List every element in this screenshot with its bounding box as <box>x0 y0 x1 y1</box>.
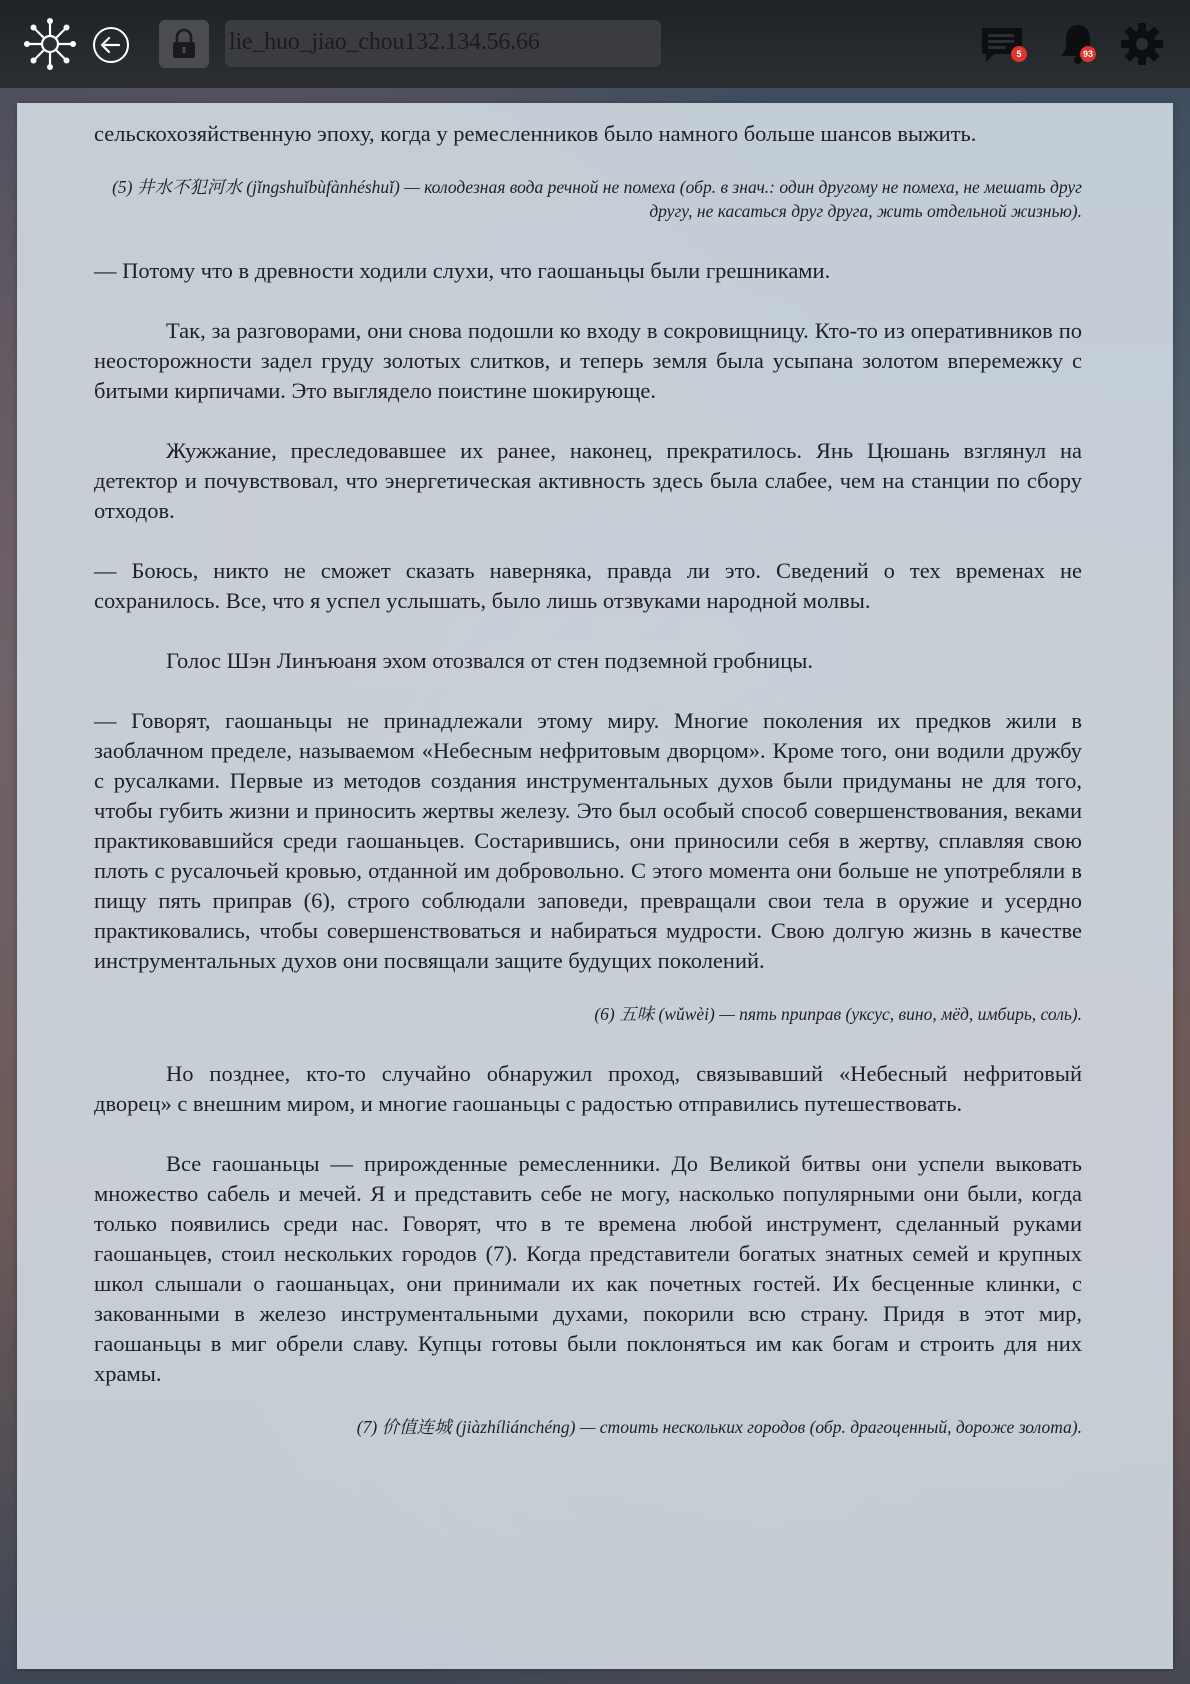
address-input[interactable]: lie_huo_jiao_chou132.134.56.66 <box>225 20 661 67</box>
messages-button[interactable] <box>980 24 1024 66</box>
paragraph: Голос Шэн Линъюаня эхом отозвался от стен подземной гробницы. <box>166 648 813 673</box>
paragraph: Но позднее, кто-то случайно обнаружил проход, связывавший «Небесный нефритовый дворец» с внешним миром, и многие гаошаньцы с радостью отправились путешествовать. <box>94 1061 1082 1116</box>
top-bar <box>0 0 1190 88</box>
paragraph: Так, за разговорами, они снова подошли ко входу в сокровищницу. Кто-то из оперативников по неосторожности задел груду золотых слитков, и теперь земля была усыпана золотом вперемежку с битыми кирпичами. Это выглядело поистине шокирующе. <box>94 318 1082 403</box>
paragraph: — Потому что в древности ходили слухи, что гаошаньцы были грешниками. <box>94 258 831 283</box>
gear-icon[interactable] <box>1120 22 1164 66</box>
footnote: (6) 五味 (wǔwèi) — пять приправ (уксус, вино, мёд, имбирь, соль). <box>594 1004 1082 1024</box>
paragraph: Все гаошаньцы — прирожденные ремесленники. До Великой битвы они успели выковать множество сабель и мечей. Я и представить себе не могу, насколько популярными они были, когда только появились среди нас. Говорят, что в те времена любой инструмент, сделанный руками гаошаньцев, стоил нескольких городов (7). Когда представители богатых знатных семей и крупных школ слышали о гаошаньцах, они принимали их как почетных гостей. Их бесценные клинки, с закованными в железо инструментальными духами, покорили всю страну. Придя в этот мир, гаошаньцы в миг обрели славу. Купцы готовы были поклоняться им как богам и строить для них храмы. <box>94 1151 1082 1386</box>
paragraph: — Боюсь, никто не сможет сказать наверняка, правда ли это. Сведений о тех временах не сохранилось. Все, что я успел услышать, было лишь отзвуками народной молвы. <box>94 558 1082 613</box>
article-text <box>94 119 1082 1472</box>
messages-badge: 5 <box>1011 46 1027 62</box>
notifications-badge: 93 <box>1080 46 1096 62</box>
paragraph: Жужжание, преследовавшее их ранее, наконец, прекратилось. Янь Цюшань взглянул на детектор и почувствовал, что энергетическая активность здесь была слабее, чем на станции по сбору отходов. <box>94 438 1082 523</box>
lock-button[interactable] <box>159 20 209 68</box>
network-hub-icon[interactable] <box>22 16 78 72</box>
lock-icon <box>169 28 199 60</box>
paragraph: — Говорят, гаошаньцы не принадлежали этому миру. Многие поколения их предков жили в заоблачном пределе, называемом «Небесным нефритовым дворцом». Кроме того, они водили дружбу с русалками. Первые из методов создания инструментальных духов были придуманы не для того, чтобы губить жизни и приносить жертвы железу. Это был особый способ совершенствования, веками практиковавшийся среди гаошаньцев. Состарившись, они приносили себя в жертву, сплавляя свою плоть с русалочьей кровью, отданной им добровольно. С этого момента они больше не употребляли в пищу пять приправ (6), строго соблюдали заповеди, превращали свои тела в оружие и усердно практиковались, чтобы совершенствоваться и набираться мудрости. Свою долгую жизнь в качестве инструментальных духов они посвящали защите будущих поколений. <box>94 708 1082 973</box>
footnote: (5) 井水不犯河水 (jǐngshuǐbùfànhéshuǐ) — колодезная вода речной не помеха (обр. в знач.: один другому не помеха, не мешать друг другу, не касаться друг друга, жить отдельной жизнью). <box>112 177 1082 221</box>
back-arrow-icon[interactable] <box>92 26 130 64</box>
paragraph: сельскохозяйственную эпоху, когда у ремесленников было намного больше шансов выжить. <box>94 121 977 146</box>
footnote: (7) 价值连城 (jiàzhíliánchéng) — стоить нескольких городов (обр. драгоценный, дороже золота). <box>356 1417 1082 1437</box>
notifications-button[interactable] <box>1058 22 1102 66</box>
